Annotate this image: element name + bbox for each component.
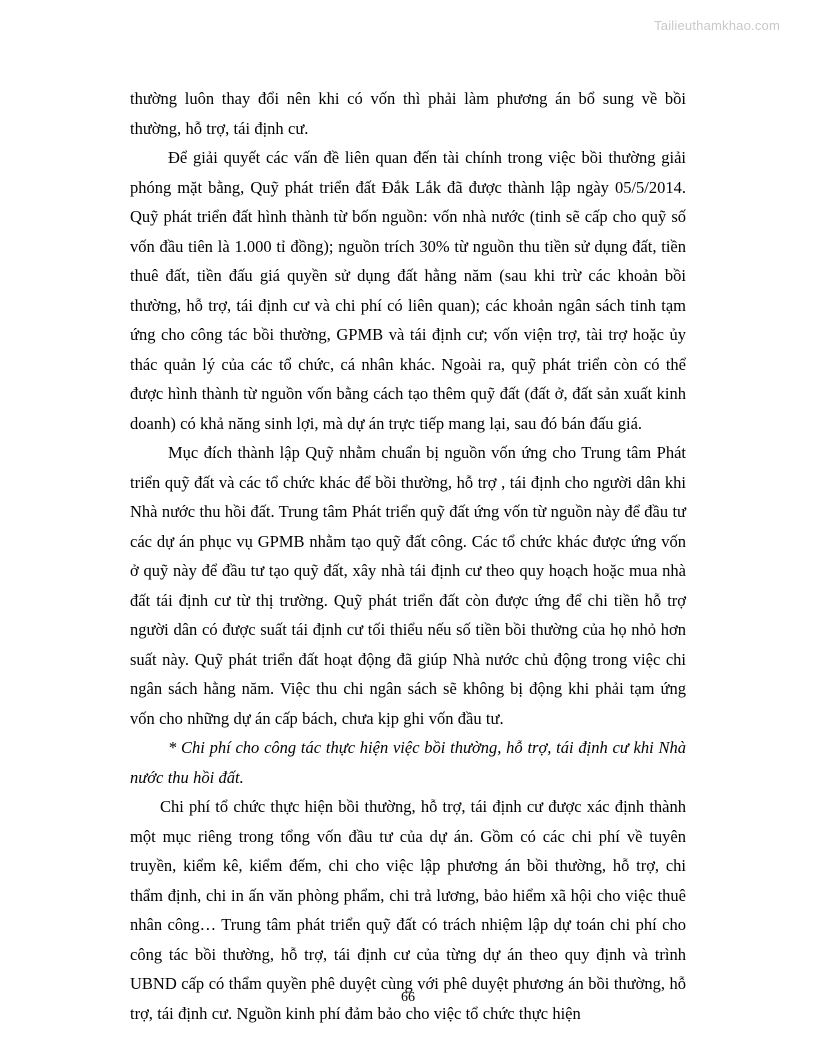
paragraph-2: Để giải quyết các vấn đề liên quan đến tài chính trong việc bồi thường giải phóng mặt bằng, Quỹ phát triển đất Đắk Lắk đã được thành lập ngày 05/5/2014. Quỹ phát triển đất hình thành từ bốn nguồn: vốn nhà nước (tinh sẽ cấp cho quỹ số vốn đầu tiên là 1.000 tỉ đồng); nguồn trích 30% từ nguồn thu tiền sử dụng đất, tiền thuê đất, tiền đấu giá quyền sử dụng đất hằng năm (sau khi trừ các khoản bồi thường, hỗ trợ, tái định cư và chi phí có liên quan); các khoản ngân sách tinh tạm ứng cho công tác bồi thường, GPMB và tái định cư; vốn viện trợ, tài trợ hoặc ủy thác quản lý của các tổ chức, cá nhân khác. Ngoài ra, quỹ phát triển còn có thể được hình thành từ nguồn vốn bằng cách tạo thêm quỹ đất (đất ở, đất sản xuất kinh doanh) có khả năng sinh lợi, mà dự án trực tiếp mang lại, sau đó bán đấu giá. [130,148,686,433]
paragraph-4-heading-note: * Chi phí cho công tác thực hiện việc bồi thường, hỗ trợ, tái định cư khi Nhà nước thu hồi đất. [130,738,686,787]
paragraph-5: Chi phí tổ chức thực hiện bồi thường, hỗ trợ, tái định cư được xác định thành một mục riêng trong tổng vốn đầu tư của dự án. Gồm có các chi phí về tuyên truyền, kiểm kê, kiểm đếm, chi cho việc lập phương án bồi thường, hỗ trợ, chi thẩm định, chi in ấn văn phòng phẩm, chi trả lương, bảo hiểm xã hội cho việc thuê nhân công… Trung tâm phát triển quỹ đất có trách nhiệm lập dự toán chi phí cho công tác bồi thường, hỗ trợ, tái định cư của từng dự án theo quy định và trình UBND cấp có thẩm quyền phê duyệt cùng với phê duyệt phương án bồi thường, hỗ trợ, tái định cư. Nguồn kinh phí đảm bảo cho việc tổ chức thực hiện [130,797,686,1023]
document-body [130,84,686,1028]
page-number: 66 [401,990,415,1005]
paragraph-1: thường luôn thay đổi nên khi có vốn thì phải làm phương án bổ sung về bồi thường, hỗ trợ, tái định cư. [130,89,686,138]
paragraph-3: Mục đích thành lập Quỹ nhằm chuẩn bị nguồn vốn ứng cho Trung tâm Phát triển quỹ đất và các tổ chức khác để bồi thường, hỗ trợ , tái định cho người dân khi Nhà nước thu hồi đất. Trung tâm Phát triển quỹ đất ứng vốn từ nguồn này để đầu tư các dự án phục vụ GPMB nhằm tạo quỹ đất công. Các tổ chức khác được ứng vốn ở quỹ này để đầu tư tạo quỹ đất, xây nhà tái định cư theo quy hoạch hoặc mua nhà đất tái định cư từ thị trường. Quỹ phát triển đất còn được ứng để chi tiền hỗ trợ người dân có được suất tái định cư tối thiểu nếu số tiền bồi thường của họ nhỏ hơn suất này. Quỹ phát triển đất hoạt động đã giúp Nhà nước chủ động trong việc chi ngân sách hằng năm. Việc thu chi ngân sách sẽ không bị động khi phải tạm ứng vốn cho những dự án cấp bách, chưa kịp ghi vốn đầu tư. [130,443,686,728]
watermark-label: Tailieuthamkhao.com [654,18,780,33]
